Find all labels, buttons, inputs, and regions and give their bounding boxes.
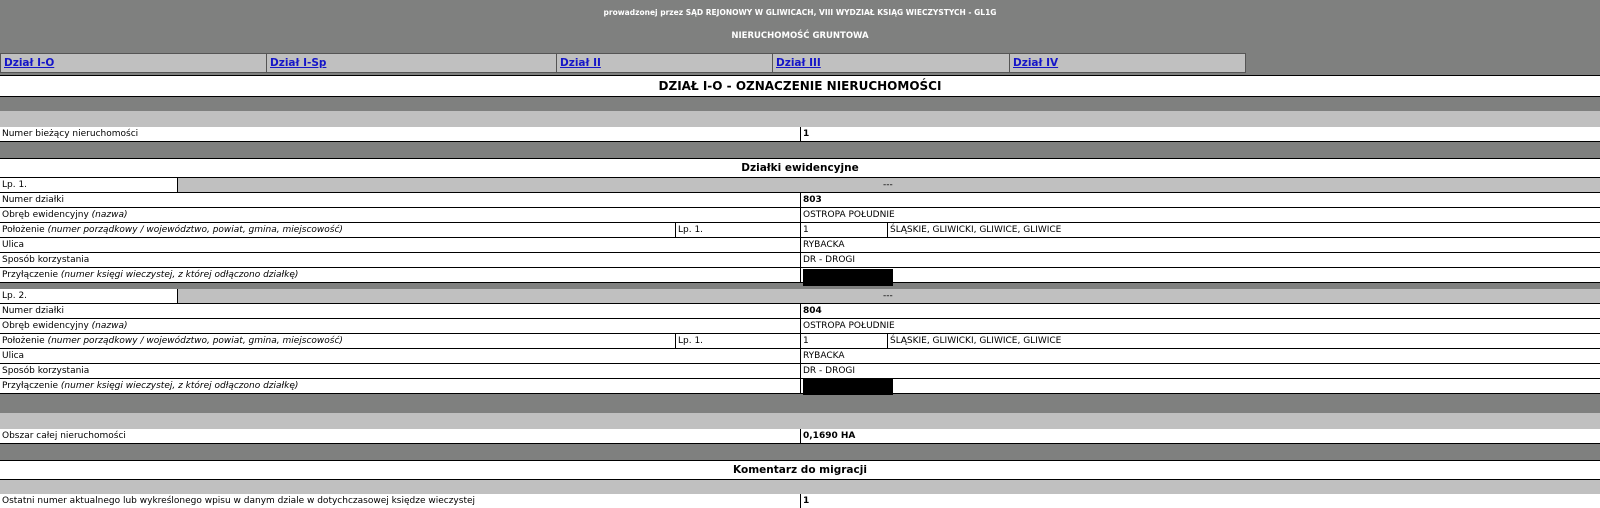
- parcel-location-row: [0, 334, 1600, 349]
- current-number-label: Numer bieżący nieruchomości: [2, 129, 139, 139]
- column-divider: [675, 223, 676, 237]
- location-label-text: Położenie: [2, 225, 45, 235]
- parcel-location-lp: Lp. 1.: [678, 225, 704, 235]
- column-divider: [800, 334, 801, 348]
- current-number-value: 1: [803, 129, 810, 139]
- tab-dzial-iii[interactable]: [773, 54, 1010, 72]
- current-number-row: [0, 127, 1600, 142]
- tab-dzial-iv-link[interactable]: Dział IV: [1013, 57, 1059, 69]
- gray-band: [0, 480, 1600, 494]
- page-header: [0, 0, 1600, 53]
- redacted-block: [803, 378, 893, 395]
- parcel-location: ŚLĄSKIE, GLIWICKI, GLIWICE, GLIWICE: [890, 336, 1062, 346]
- parcel-precinct-row: [0, 319, 1600, 334]
- precinct-hint: (nazwa): [91, 321, 128, 331]
- parcel-precinct-label: [2, 319, 127, 333]
- redacted-block: [803, 269, 893, 286]
- tab-dzial-ii[interactable]: [557, 54, 773, 72]
- column-divider: [800, 208, 801, 222]
- parcel-number: 803: [803, 195, 822, 205]
- parcel-location-no: 1: [803, 336, 809, 346]
- parcel-precinct: OSTROPA POŁUDNIE: [803, 210, 895, 220]
- parcel-attach-row: [0, 379, 1600, 394]
- gray-band: [0, 111, 1600, 127]
- column-divider: [800, 223, 801, 237]
- parcel-attach-label: [2, 268, 298, 282]
- tab-dzial-i-o-link[interactable]: Dział I-O: [4, 57, 55, 69]
- column-divider: [887, 334, 888, 348]
- migration-title: Komentarz do migracji: [0, 460, 1600, 480]
- parcels-title: Działki ewidencyjne: [0, 158, 1600, 178]
- area-value: 0,1690 HA: [803, 431, 856, 441]
- location-hint: (numer porządkowy / województwo, powiat, gmina, miejscowość): [47, 336, 343, 346]
- tab-dzial-i-sp-link[interactable]: Dział I-Sp: [270, 57, 327, 69]
- column-divider: [800, 364, 801, 378]
- section-tabs: [0, 53, 1246, 73]
- parcel-use-label: Sposób korzystania: [2, 366, 90, 376]
- attach-hint: (numer księgi wieczystej, z której odłączono działkę): [60, 270, 299, 280]
- parcel-location-label: [2, 334, 343, 348]
- tab-dzial-iii-link[interactable]: Dział III: [776, 57, 821, 69]
- parcel-lp-row: [0, 289, 1600, 304]
- parcel-location-label: [2, 223, 343, 237]
- precinct-label-text: Obręb ewidencyjny: [2, 210, 89, 220]
- column-divider: [800, 193, 801, 207]
- parcel-location-lp: Lp. 1.: [678, 336, 704, 346]
- parcel-location-no: 1: [803, 225, 809, 235]
- parcel-precinct-label: [2, 208, 127, 222]
- location-label-text: Położenie: [2, 336, 45, 346]
- parcel-use: DR - DROGI: [803, 366, 856, 376]
- migration-last-entry-label: Ostatni numer aktualnego lub wykreślonego wpisu w danym dziale w dotychczasowej księdze wieczystej: [2, 496, 476, 506]
- property-type: NIERUCHOMOŚĆ GRUNTOWA: [731, 31, 869, 41]
- column-divider: [800, 429, 801, 443]
- attach-label-text: Przyłączenie: [2, 381, 59, 391]
- tab-dzial-ii-link[interactable]: Dział II: [560, 57, 601, 69]
- column-divider: [800, 127, 801, 141]
- column-divider: [887, 223, 888, 237]
- parcel-street: RYBACKA: [803, 240, 845, 250]
- column-divider: [800, 379, 801, 393]
- parcel-location: ŚLĄSKIE, GLIWICKI, GLIWICE, GLIWICE: [890, 225, 1062, 235]
- location-hint: (numer porządkowy / województwo, powiat, gmina, miejscowość): [47, 225, 343, 235]
- parcel-lp: Lp. 2.: [0, 289, 178, 303]
- parcel-attach-row: [0, 268, 1600, 283]
- parcel-number: 804: [803, 306, 822, 316]
- parcel-dash: ---: [883, 291, 893, 301]
- parcel-attach-label: [2, 379, 298, 393]
- area-row: [0, 429, 1600, 444]
- column-divider: [800, 494, 801, 508]
- parcel-street: RYBACKA: [803, 351, 845, 361]
- parcel-dash: ---: [883, 180, 893, 190]
- attach-label-text: Przyłączenie: [2, 270, 59, 280]
- tab-dzial-iv[interactable]: [1010, 54, 1245, 72]
- precinct-label-text: Obręb ewidencyjny: [2, 321, 89, 331]
- parcel-number-label: Numer działki: [2, 195, 65, 205]
- gray-band: [0, 413, 1600, 429]
- tab-dzial-i-o[interactable]: [1, 54, 267, 72]
- parcel-precinct-row: [0, 208, 1600, 223]
- tab-dzial-i-sp[interactable]: [267, 54, 557, 72]
- parcel-use-row: [0, 364, 1600, 379]
- column-divider: [675, 334, 676, 348]
- column-divider: [800, 304, 801, 318]
- parcel-number-label: Numer działki: [2, 306, 65, 316]
- parcel-location-row: [0, 223, 1600, 238]
- precinct-hint: (nazwa): [91, 210, 128, 220]
- parcel-street-label: Ulica: [2, 351, 25, 361]
- parcel-street-row: [0, 349, 1600, 364]
- attach-hint: (numer księgi wieczystej, z której odłączono działkę): [60, 381, 299, 391]
- column-divider: [800, 238, 801, 252]
- section-title: DZIAŁ I-O - OZNACZENIE NIERUCHOMOŚCI: [0, 75, 1600, 97]
- column-divider: [800, 319, 801, 333]
- parcel-use-label: Sposób korzystania: [2, 255, 90, 265]
- migration-last-entry-value: 1: [803, 496, 810, 506]
- parcel-lp: Lp. 1.: [0, 178, 178, 192]
- parcel-street-label: Ulica: [2, 240, 25, 250]
- court-name: prowadzonej przez SĄD REJONOWY W GLIWICACH, VIII WYDZIAŁ KSIĄG WIECZYSTYCH - GL1G: [603, 8, 997, 17]
- column-divider: [800, 268, 801, 282]
- column-divider: [800, 349, 801, 363]
- parcel-use-row: [0, 253, 1600, 268]
- parcel-lp-row: [0, 178, 1600, 193]
- migration-last-entry-row: [0, 494, 1600, 508]
- parcel-precinct: OSTROPA POŁUDNIE: [803, 321, 895, 331]
- parcel-number-row: [0, 193, 1600, 208]
- column-divider: [800, 253, 801, 267]
- area-label: Obszar całej nieruchomości: [2, 431, 126, 441]
- parcel-street-row: [0, 238, 1600, 253]
- parcel-use: DR - DROGI: [803, 255, 856, 265]
- parcel-number-row: [0, 304, 1600, 319]
